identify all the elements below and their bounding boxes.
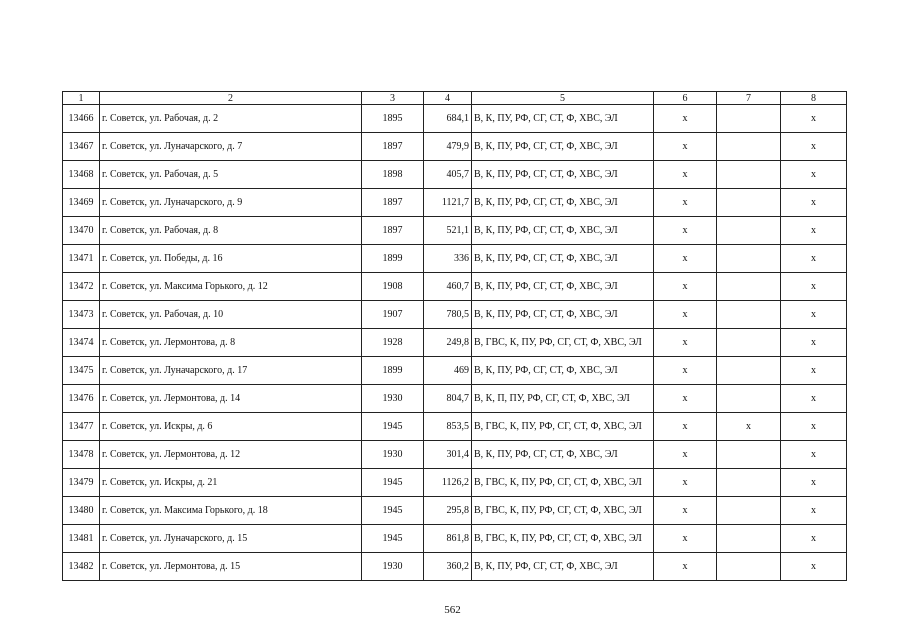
- column-7-mark: [717, 105, 781, 133]
- column-8-mark: x: [781, 217, 847, 245]
- record-number: 13471: [63, 245, 100, 273]
- table-row: [63, 385, 847, 413]
- table-row: [63, 469, 847, 497]
- area-cell: 469: [424, 357, 472, 385]
- address-cell: г. Советск, ул. Максима Горького, д. 12: [100, 273, 362, 301]
- column-8-mark: x: [781, 133, 847, 161]
- build-year-cell: 1928: [362, 329, 424, 357]
- column-8-mark: x: [781, 161, 847, 189]
- column-6-mark: x: [654, 469, 717, 497]
- address-cell: г. Советск, ул. Рабочая, д. 2: [100, 105, 362, 133]
- column-7-mark: [717, 161, 781, 189]
- record-number: 13467: [63, 133, 100, 161]
- table-row: [63, 497, 847, 525]
- column-7-mark: [717, 469, 781, 497]
- utility-systems-cell: В, К, ПУ, РФ, СГ, СТ, Ф, ХВС, ЭЛ: [472, 301, 654, 329]
- column-6-mark: x: [654, 553, 717, 581]
- table-row: [63, 553, 847, 581]
- utility-systems-cell: В, ГВС, К, ПУ, РФ, СГ, СТ, Ф, ХВС, ЭЛ: [472, 497, 654, 525]
- address-cell: г. Советск, ул. Лермонтова, д. 8: [100, 329, 362, 357]
- build-year-cell: 1899: [362, 245, 424, 273]
- column-6-mark: x: [654, 357, 717, 385]
- area-cell: 1121,7: [424, 189, 472, 217]
- column-7-mark: [717, 301, 781, 329]
- record-number: 13472: [63, 273, 100, 301]
- table-row: [63, 273, 847, 301]
- table-row: [63, 245, 847, 273]
- column-8-mark: x: [781, 189, 847, 217]
- column-number: 2: [100, 92, 362, 105]
- record-number: 13466: [63, 105, 100, 133]
- column-7-mark: [717, 497, 781, 525]
- column-8-mark: x: [781, 329, 847, 357]
- area-cell: 853,5: [424, 413, 472, 441]
- build-year-cell: 1907: [362, 301, 424, 329]
- utility-systems-cell: В, К, ПУ, РФ, СГ, СТ, Ф, ХВС, ЭЛ: [472, 189, 654, 217]
- build-year-cell: 1945: [362, 413, 424, 441]
- build-year-cell: 1897: [362, 189, 424, 217]
- build-year-cell: 1899: [362, 357, 424, 385]
- area-cell: 479,9: [424, 133, 472, 161]
- column-7-mark: [717, 217, 781, 245]
- table-row: [63, 357, 847, 385]
- column-7-mark: [717, 245, 781, 273]
- area-cell: 521,1: [424, 217, 472, 245]
- column-8-mark: x: [781, 497, 847, 525]
- table-row: [63, 161, 847, 189]
- address-cell: г. Советск, ул. Рабочая, д. 5: [100, 161, 362, 189]
- build-year-cell: 1908: [362, 273, 424, 301]
- column-7-mark: [717, 525, 781, 553]
- column-number: 8: [781, 92, 847, 105]
- table-row: [63, 217, 847, 245]
- table-row: [63, 413, 847, 441]
- column-6-mark: x: [654, 245, 717, 273]
- address-cell: г. Советск, ул. Победы, д. 16: [100, 245, 362, 273]
- column-8-mark: x: [781, 525, 847, 553]
- build-year-cell: 1930: [362, 553, 424, 581]
- column-number: 5: [472, 92, 654, 105]
- column-8-mark: x: [781, 469, 847, 497]
- record-number: 13476: [63, 385, 100, 413]
- table-row: [63, 189, 847, 217]
- address-cell: г. Советск, ул. Луначарского, д. 15: [100, 525, 362, 553]
- table-row: [63, 329, 847, 357]
- column-6-mark: x: [654, 217, 717, 245]
- column-6-mark: x: [654, 189, 717, 217]
- column-6-mark: x: [654, 497, 717, 525]
- column-6-mark: x: [654, 525, 717, 553]
- table-row: [63, 525, 847, 553]
- build-year-cell: 1945: [362, 497, 424, 525]
- utility-systems-cell: В, К, ПУ, РФ, СГ, СТ, Ф, ХВС, ЭЛ: [472, 441, 654, 469]
- column-7-mark: [717, 273, 781, 301]
- build-year-cell: 1930: [362, 441, 424, 469]
- column-8-mark: x: [781, 105, 847, 133]
- column-8-mark: x: [781, 245, 847, 273]
- column-6-mark: x: [654, 441, 717, 469]
- utility-systems-cell: В, ГВС, К, ПУ, РФ, СГ, СТ, Ф, ХВС, ЭЛ: [472, 329, 654, 357]
- column-number-row: [63, 92, 847, 105]
- column-number: 6: [654, 92, 717, 105]
- utility-systems-cell: В, ГВС, К, ПУ, РФ, СГ, СТ, Ф, ХВС, ЭЛ: [472, 525, 654, 553]
- record-number: 13473: [63, 301, 100, 329]
- column-8-mark: x: [781, 553, 847, 581]
- record-number: 13470: [63, 217, 100, 245]
- address-cell: г. Советск, ул. Луначарского, д. 7: [100, 133, 362, 161]
- column-7-mark: [717, 441, 781, 469]
- column-6-mark: x: [654, 273, 717, 301]
- area-cell: 804,7: [424, 385, 472, 413]
- build-year-cell: 1898: [362, 161, 424, 189]
- column-7-mark: [717, 553, 781, 581]
- record-number: 13475: [63, 357, 100, 385]
- utility-systems-cell: В, К, ПУ, РФ, СГ, СТ, Ф, ХВС, ЭЛ: [472, 245, 654, 273]
- area-cell: 684,1: [424, 105, 472, 133]
- record-number: 13474: [63, 329, 100, 357]
- column-6-mark: x: [654, 105, 717, 133]
- column-6-mark: x: [654, 329, 717, 357]
- table-row: [63, 301, 847, 329]
- column-number: 7: [717, 92, 781, 105]
- area-cell: 1126,2: [424, 469, 472, 497]
- record-number: 13481: [63, 525, 100, 553]
- record-number: 13482: [63, 553, 100, 581]
- area-cell: 295,8: [424, 497, 472, 525]
- address-cell: г. Советск, ул. Максима Горького, д. 18: [100, 497, 362, 525]
- area-cell: 360,2: [424, 553, 472, 581]
- record-number: 13480: [63, 497, 100, 525]
- utility-systems-cell: В, К, ПУ, РФ, СГ, СТ, Ф, ХВС, ЭЛ: [472, 133, 654, 161]
- column-number: 1: [63, 92, 100, 105]
- column-7-mark: [717, 329, 781, 357]
- housing-register-table: [62, 91, 847, 581]
- area-cell: 301,4: [424, 441, 472, 469]
- build-year-cell: 1930: [362, 385, 424, 413]
- address-cell: г. Советск, ул. Лермонтова, д. 12: [100, 441, 362, 469]
- record-number: 13477: [63, 413, 100, 441]
- record-number: 13478: [63, 441, 100, 469]
- column-7-mark: [717, 357, 781, 385]
- address-cell: г. Советск, ул. Искры, д. 21: [100, 469, 362, 497]
- area-cell: 780,5: [424, 301, 472, 329]
- utility-systems-cell: В, К, П, ПУ, РФ, СГ, СТ, Ф, ХВС, ЭЛ: [472, 385, 654, 413]
- record-number: 13479: [63, 469, 100, 497]
- column-7-mark: [717, 133, 781, 161]
- utility-systems-cell: В, К, ПУ, РФ, СГ, СТ, Ф, ХВС, ЭЛ: [472, 217, 654, 245]
- column-8-mark: x: [781, 441, 847, 469]
- column-6-mark: x: [654, 161, 717, 189]
- column-number: 3: [362, 92, 424, 105]
- utility-systems-cell: В, ГВС, К, ПУ, РФ, СГ, СТ, Ф, ХВС, ЭЛ: [472, 469, 654, 497]
- area-cell: 460,7: [424, 273, 472, 301]
- utility-systems-cell: В, К, ПУ, РФ, СГ, СТ, Ф, ХВС, ЭЛ: [472, 553, 654, 581]
- column-8-mark: x: [781, 413, 847, 441]
- build-year-cell: 1897: [362, 133, 424, 161]
- build-year-cell: 1945: [362, 525, 424, 553]
- page-number: 562: [444, 604, 461, 616]
- build-year-cell: 1895: [362, 105, 424, 133]
- address-cell: г. Советск, ул. Луначарского, д. 9: [100, 189, 362, 217]
- column-8-mark: x: [781, 273, 847, 301]
- column-7-mark: [717, 385, 781, 413]
- column-6-mark: x: [654, 413, 717, 441]
- column-6-mark: x: [654, 133, 717, 161]
- build-year-cell: 1897: [362, 217, 424, 245]
- address-cell: г. Советск, ул. Лермонтова, д. 14: [100, 385, 362, 413]
- column-6-mark: x: [654, 385, 717, 413]
- area-cell: 249,8: [424, 329, 472, 357]
- column-7-mark: x: [717, 413, 781, 441]
- column-number: 4: [424, 92, 472, 105]
- area-cell: 405,7: [424, 161, 472, 189]
- address-cell: г. Советск, ул. Рабочая, д. 8: [100, 217, 362, 245]
- utility-systems-cell: В, К, ПУ, РФ, СГ, СТ, Ф, ХВС, ЭЛ: [472, 273, 654, 301]
- build-year-cell: 1945: [362, 469, 424, 497]
- column-8-mark: x: [781, 385, 847, 413]
- utility-systems-cell: В, ГВС, К, ПУ, РФ, СГ, СТ, Ф, ХВС, ЭЛ: [472, 413, 654, 441]
- area-cell: 861,8: [424, 525, 472, 553]
- column-6-mark: x: [654, 301, 717, 329]
- record-number: 13468: [63, 161, 100, 189]
- record-number: 13469: [63, 189, 100, 217]
- table-row: [63, 441, 847, 469]
- utility-systems-cell: В, К, ПУ, РФ, СГ, СТ, Ф, ХВС, ЭЛ: [472, 105, 654, 133]
- table-row: [63, 133, 847, 161]
- table-row: [63, 105, 847, 133]
- utility-systems-cell: В, К, ПУ, РФ, СГ, СТ, Ф, ХВС, ЭЛ: [472, 161, 654, 189]
- utility-systems-cell: В, К, ПУ, РФ, СГ, СТ, Ф, ХВС, ЭЛ: [472, 357, 654, 385]
- column-8-mark: x: [781, 301, 847, 329]
- address-cell: г. Советск, ул. Лермонтова, д. 15: [100, 553, 362, 581]
- area-cell: 336: [424, 245, 472, 273]
- address-cell: г. Советск, ул. Искры, д. 6: [100, 413, 362, 441]
- address-cell: г. Советск, ул. Луначарского, д. 17: [100, 357, 362, 385]
- address-cell: г. Советск, ул. Рабочая, д. 10: [100, 301, 362, 329]
- column-8-mark: x: [781, 357, 847, 385]
- column-7-mark: [717, 189, 781, 217]
